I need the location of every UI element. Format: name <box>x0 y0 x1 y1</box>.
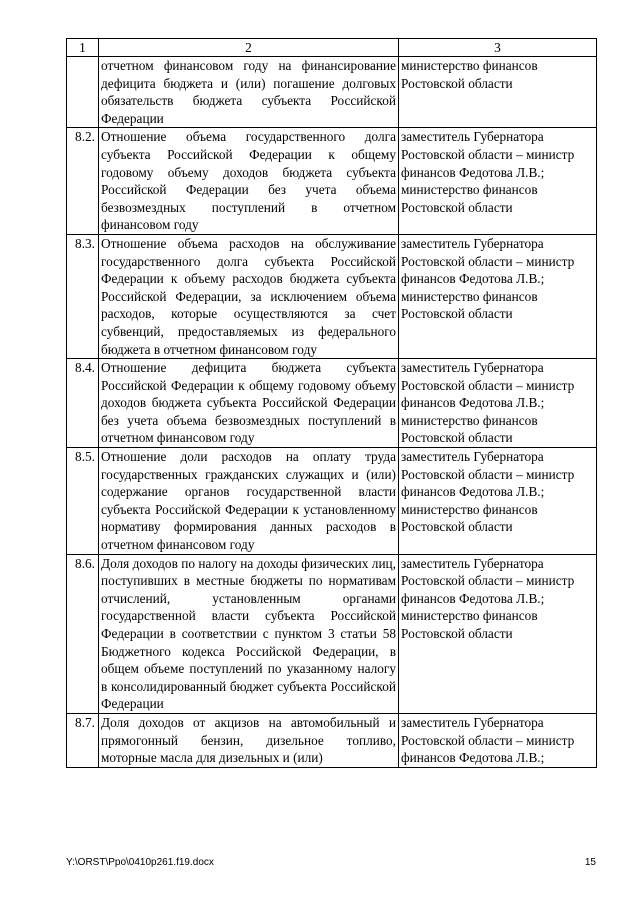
indicator-description: Доля доходов от акцизов на автомобильный и прямогонный бензин, дизельное топливо, моторные масла для дизельных и (или) <box>99 713 399 767</box>
table-row <box>67 57 597 128</box>
table-row <box>67 359 597 448</box>
indicator-table <box>66 38 597 768</box>
responsible-party: заместитель Губернатора Ростовской области – министр финансов Федотова Л.В.; министерство финансов Ростовской области <box>399 234 597 358</box>
header-col-1: 1 <box>67 39 99 57</box>
row-number: 8.7. <box>67 713 99 767</box>
indicator-description: Отношение объема государственного долга субъекта Российской Федерации к общему годовому объему доходов бюджета субъекта Российской Федерации без учета объема безвозмездных поступлений в отчетном финансовом году <box>99 128 399 235</box>
table-row <box>67 713 597 767</box>
row-number: 8.3. <box>67 234 99 358</box>
row-number: 8.4. <box>67 359 99 448</box>
indicator-description: Отношение доли расходов на оплату труда государственных гражданских служащих и (или) содержание органов государственной власти субъекта Российской Федерации к установленному нормативу формирования данных расходов в отчетном финансовом году <box>99 448 399 555</box>
row-number: 8.5. <box>67 448 99 555</box>
indicator-description: Отношение объема расходов на обслуживание государственного долга субъекта Российской Федерации к объему расходов бюджета субъекта Российской Федерации, за исключением объема расходов, которые осуществляются за счет субвенций, предоставляемых из федерального бюджета в отчетном финансовом году <box>99 234 399 358</box>
header-col-2: 2 <box>99 39 399 57</box>
indicator-description: Отношение дефицита бюджета субъекта Российской Федерации к общему годовому объему доходов бюджета субъекта Российской Федерации без учета объема безвозмездных поступлений в отчетном финансовом году <box>99 359 399 448</box>
file-path: Y:\ORST\Ppo\0410p261.f19.docx <box>66 857 214 868</box>
row-number: 8.6. <box>67 554 99 713</box>
responsible-party: министерство финансов Ростовской области <box>399 57 597 128</box>
table-row <box>67 128 597 235</box>
document-page <box>66 38 596 768</box>
header-col-3: 3 <box>399 39 597 57</box>
page-number: 15 <box>584 857 596 868</box>
responsible-party: заместитель Губернатора Ростовской области – министр финансов Федотова Л.В.; министерство финансов Ростовской области <box>399 359 597 448</box>
indicator-description: Доля доходов по налогу на доходы физических лиц, поступивших в местные бюджеты по нормативам отчислений, установленным органами государственной власти субъекта Российской Федерации в соответствии с пунктом 3 статьи 58 Бюджетного кодекса Российской Федерации, в общем объеме поступлений по указанному налогу в консолидированный бюджет субъекта Российской Федерации <box>99 554 399 713</box>
table-header-row <box>67 39 597 57</box>
responsible-party: заместитель Губернатора Ростовской области – министр финансов Федотова Л.В.; <box>399 713 597 767</box>
responsible-party: заместитель Губернатора Ростовской области – министр финансов Федотова Л.В.; министерство финансов Ростовской области <box>399 128 597 235</box>
table-row <box>67 554 597 713</box>
responsible-party: заместитель Губернатора Ростовской области – министр финансов Федотова Л.В.; министерство финансов Ростовской области <box>399 448 597 555</box>
row-number: 8.2. <box>67 128 99 235</box>
responsible-party: заместитель Губернатора Ростовской области – министр финансов Федотова Л.В.; министерство финансов Ростовской области <box>399 554 597 713</box>
row-number <box>67 57 99 128</box>
indicator-description: отчетном финансовом году на финансирование дефицита бюджета и (или) погашение долговых обязательств бюджета субъекта Российской Федерации <box>99 57 399 128</box>
table-row <box>67 234 597 358</box>
table-row <box>67 448 597 555</box>
